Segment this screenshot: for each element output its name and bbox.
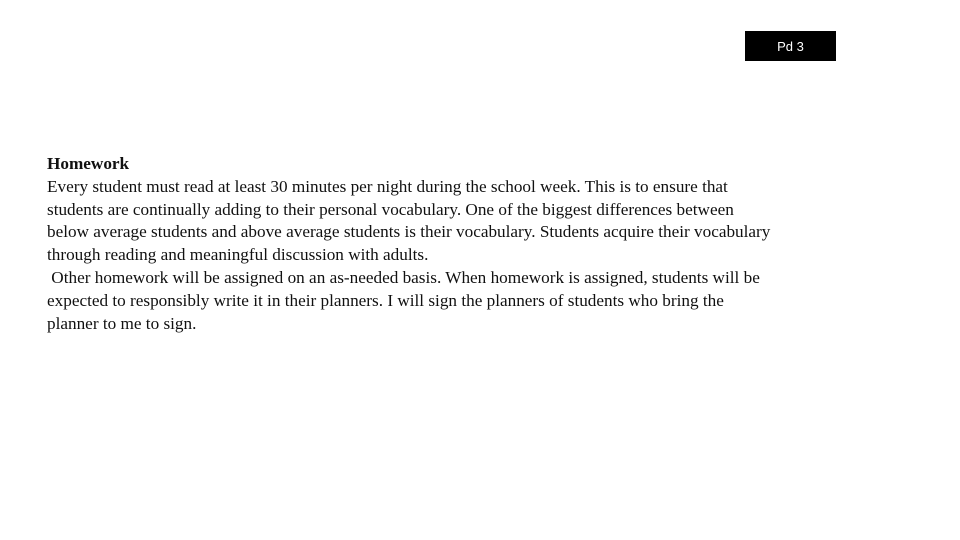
period-badge [745,31,836,61]
body-line: expected to responsibly write it in their planners. I will sign the planners of students who bring the [47,290,724,310]
period-badge-label: Pd 3 [777,38,804,54]
body-line: students are continually adding to their personal vocabulary. One of the biggest differences between [47,199,734,219]
section-heading: Homework [47,154,130,173]
body-line: planner to me to sign. [47,313,197,333]
homework-section [47,153,877,335]
body-line: Other homework will be assigned on an as-needed basis. When homework is assigned, students will be [47,267,760,287]
body-line: Every student must read at least 30 minutes per night during the school week. This is to ensure that [47,176,728,196]
body-line: through reading and meaningful discussion with adults. [47,245,429,265]
body-line: below average students and above average students is their vocabulary. Students acquire their vocabulary [47,222,771,242]
